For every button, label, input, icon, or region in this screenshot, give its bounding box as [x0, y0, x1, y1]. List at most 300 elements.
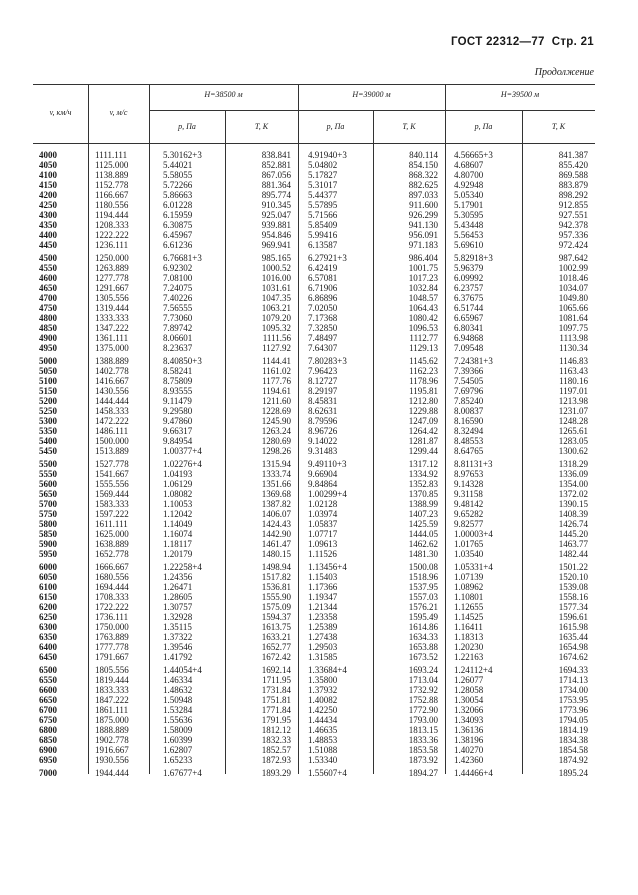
cell-temperature: 1558.16 [558, 592, 588, 602]
cell-temperature: 1280.69 [261, 436, 291, 446]
cell-speed-kmh: 5500 [39, 459, 57, 469]
cell-pressure: 8.81131+3 [454, 459, 493, 469]
cell-temperature: 1387.82 [261, 499, 291, 509]
cell-speed-ms: 1791.667 [95, 652, 129, 662]
cell-pressure: 8.64765 [454, 446, 484, 456]
cell-speed-kmh: 6950 [39, 755, 57, 765]
cell-speed-kmh: 5300 [39, 416, 57, 426]
cell-temperature: 957.336 [558, 230, 588, 240]
cell-pressure: 1.10801 [454, 592, 484, 602]
cell-temperature: 1228.69 [261, 406, 291, 416]
cell-temperature: 1065.66 [558, 303, 588, 313]
cell-speed-kmh: 4400 [39, 230, 57, 240]
cell-temperature: 1833.36 [408, 735, 438, 745]
cell-temperature: 841.387 [558, 150, 588, 160]
header-pressure-2: p, Па [326, 122, 345, 131]
cell-pressure: 6.76681+3 [163, 253, 202, 263]
cell-temperature: 1577.34 [558, 602, 588, 612]
cell-speed-ms: 1833.333 [95, 685, 129, 695]
cell-pressure: 1.40270 [454, 745, 484, 755]
cell-temperature: 985.165 [261, 253, 291, 263]
cell-pressure: 9.29580 [163, 406, 193, 416]
cell-speed-kmh: 5900 [39, 539, 57, 549]
cell-pressure: 9.66904 [308, 469, 338, 479]
cell-speed-ms: 1513.889 [95, 446, 129, 456]
pressure-column-1 [163, 150, 202, 778]
cell-speed-kmh: 4600 [39, 273, 57, 283]
cell-speed-ms: 1194.444 [95, 210, 129, 220]
cell-temperature: 1518.96 [408, 572, 438, 582]
pressure-column-3 [454, 150, 493, 778]
cell-pressure: 1.46635 [308, 725, 338, 735]
pressure-column-2 [308, 150, 347, 778]
speed-kmh-column [39, 150, 57, 778]
cell-temperature: 927.551 [558, 210, 588, 220]
column-divider [373, 110, 374, 774]
cell-pressure: 1.38196 [454, 735, 484, 745]
cell-pressure: 1.39546 [163, 642, 193, 652]
cell-speed-ms: 1138.889 [95, 170, 129, 180]
cell-temperature: 883.879 [558, 180, 588, 190]
cell-speed-kmh: 4550 [39, 263, 57, 273]
cell-temperature: 1752.88 [408, 695, 438, 705]
cell-temperature: 1894.27 [408, 768, 438, 778]
cell-temperature: 1852.57 [261, 745, 291, 755]
cell-temperature: 1674.62 [558, 652, 588, 662]
cell-pressure: 5.31017 [308, 180, 338, 190]
speed-ms-column [95, 150, 129, 778]
cell-temperature: 1016.00 [261, 273, 291, 283]
cell-pressure: 1.36136 [454, 725, 484, 735]
cell-temperature: 1893.29 [261, 768, 291, 778]
cell-pressure: 1.62807 [163, 745, 193, 755]
cell-speed-ms: 1236.111 [95, 240, 129, 250]
cell-temperature: 1064.43 [408, 303, 438, 313]
cell-temperature: 1265.61 [558, 426, 588, 436]
cell-pressure: 1.13456+4 [308, 562, 347, 572]
cell-pressure: 1.55636 [163, 715, 193, 725]
cell-pressure: 1.08962 [454, 582, 484, 592]
cell-temperature: 1425.59 [408, 519, 438, 529]
cell-pressure: 1.22163 [454, 652, 484, 662]
cell-temperature: 1081.64 [558, 313, 588, 323]
cell-temperature: 1793.00 [408, 715, 438, 725]
cell-pressure: 6.30875 [163, 220, 193, 230]
cell-pressure: 9.66317 [163, 426, 193, 436]
cell-temperature: 1482.44 [558, 549, 588, 559]
cell-speed-ms: 1388.889 [95, 356, 129, 366]
cell-temperature: 1652.77 [261, 642, 291, 652]
cell-speed-kmh: 5750 [39, 509, 57, 519]
cell-speed-kmh: 6800 [39, 725, 57, 735]
cell-temperature: 1127.92 [262, 343, 291, 353]
cell-pressure: 8.40850+3 [163, 356, 202, 366]
cell-temperature: 1771.84 [261, 705, 291, 715]
column-divider [522, 110, 523, 774]
cell-pressure: 7.64307 [308, 343, 338, 353]
cell-temperature: 1673.52 [408, 652, 438, 662]
cell-temperature: 1653.88 [408, 642, 438, 652]
cell-speed-ms: 1819.444 [95, 675, 129, 685]
cell-pressure: 6.15959 [163, 210, 193, 220]
cell-pressure: 8.48553 [454, 436, 484, 446]
cell-temperature: 1853.58 [408, 745, 438, 755]
cell-speed-kmh: 4850 [39, 323, 57, 333]
cell-temperature: 1408.39 [558, 509, 588, 519]
cell-speed-ms: 1555.556 [95, 479, 129, 489]
cell-temperature: 1195.81 [409, 386, 438, 396]
cell-pressure: 5.44021 [163, 160, 193, 170]
cell-pressure: 1.42250 [308, 705, 338, 715]
cell-pressure: 5.99416 [308, 230, 338, 240]
cell-temperature: 1111.56 [262, 333, 291, 343]
cell-temperature: 1047.35 [261, 293, 291, 303]
cell-temperature: 1872.93 [261, 755, 291, 765]
cell-temperature: 1018.46 [558, 273, 588, 283]
cell-pressure: 5.56453 [454, 230, 484, 240]
cell-pressure: 7.08100 [163, 273, 193, 283]
cell-temperature: 1080.42 [408, 313, 438, 323]
cell-speed-ms: 1180.556 [95, 200, 129, 210]
cell-speed-ms: 1277.778 [95, 273, 129, 283]
cell-temperature: 1633.21 [261, 632, 291, 642]
cell-speed-kmh: 6050 [39, 572, 57, 582]
cell-temperature: 1113.98 [559, 333, 588, 343]
cell-temperature: 868.322 [408, 170, 438, 180]
cell-pressure: 6.13587 [308, 240, 338, 250]
cell-pressure: 1.05331+4 [454, 562, 493, 572]
cell-temperature: 942.378 [558, 220, 588, 230]
cell-pressure: 7.39366 [454, 366, 484, 376]
cell-temperature: 869.588 [558, 170, 588, 180]
cell-pressure: 1.58009 [163, 725, 193, 735]
cell-temperature: 912.855 [558, 200, 588, 210]
cell-pressure: 1.00377+4 [163, 446, 202, 456]
cell-pressure: 1.12655 [454, 602, 484, 612]
cell-temperature: 1079.20 [261, 313, 291, 323]
cell-temperature: 1791.95 [261, 715, 291, 725]
cell-temperature: 1032.84 [408, 283, 438, 293]
cell-pressure: 8.75809 [163, 376, 193, 386]
cell-speed-kmh: 6350 [39, 632, 57, 642]
cell-speed-kmh: 4700 [39, 293, 57, 303]
cell-speed-ms: 1458.333 [95, 406, 129, 416]
cell-pressure: 5.71566 [308, 210, 338, 220]
cell-temperature: 1672.42 [261, 652, 291, 662]
cell-speed-ms: 1680.556 [95, 572, 129, 582]
cell-pressure: 1.00299+4 [308, 489, 347, 499]
cell-pressure: 7.69796 [454, 386, 484, 396]
cell-temperature: 1874.92 [558, 755, 588, 765]
header-temperature-2: T, К [402, 122, 416, 131]
cell-temperature: 1426.74 [558, 519, 588, 529]
cell-pressure: 1.16074 [163, 529, 193, 539]
cell-speed-kmh: 6700 [39, 705, 57, 715]
column-divider [298, 84, 299, 774]
cell-speed-kmh: 5800 [39, 519, 57, 529]
cell-pressure: 6.61236 [163, 240, 193, 250]
cell-pressure: 8.45831 [308, 396, 338, 406]
cell-temperature: 1229.88 [408, 406, 438, 416]
temperature-column-2 [376, 150, 438, 778]
cell-temperature: 1614.86 [408, 622, 438, 632]
cell-pressure: 5.17901 [454, 200, 484, 210]
continuation-label: Продолжение [534, 67, 594, 78]
cell-pressure: 1.09613 [308, 539, 338, 549]
cell-temperature: 1812.12 [261, 725, 291, 735]
cell-speed-ms: 1333.333 [95, 313, 129, 323]
cell-temperature: 1772.90 [408, 705, 438, 715]
cell-temperature: 840.114 [409, 150, 438, 160]
cell-speed-ms: 1263.889 [95, 263, 129, 273]
cell-temperature: 1017.23 [408, 273, 438, 283]
cell-speed-ms: 1291.667 [95, 283, 129, 293]
cell-speed-kmh: 5600 [39, 479, 57, 489]
cell-pressure: 9.84954 [163, 436, 193, 446]
cell-speed-ms: 1611.111 [95, 519, 128, 529]
cell-temperature: 1596.61 [558, 612, 588, 622]
header-altitude-1: H=38500 м [204, 90, 243, 99]
cell-pressure: 1.07717 [308, 529, 338, 539]
cell-speed-kmh: 5050 [39, 366, 57, 376]
cell-speed-ms: 1250.000 [95, 253, 129, 263]
cell-temperature: 1354.00 [558, 479, 588, 489]
cell-temperature: 1130.34 [559, 343, 588, 353]
cell-pressure: 1.51088 [308, 745, 338, 755]
cell-pressure: 8.32494 [454, 426, 484, 436]
cell-speed-kmh: 6600 [39, 685, 57, 695]
cell-pressure: 1.35115 [163, 622, 192, 632]
cell-speed-ms: 1722.222 [95, 602, 129, 612]
cell-temperature: 987.642 [558, 253, 588, 263]
cell-pressure: 1.18313 [454, 632, 484, 642]
cell-speed-kmh: 4150 [39, 180, 57, 190]
cell-pressure: 1.12042 [163, 509, 193, 519]
cell-pressure: 1.67677+4 [163, 768, 202, 778]
cell-pressure: 1.44434 [308, 715, 338, 725]
cell-temperature: 1097.75 [558, 323, 588, 333]
cell-speed-kmh: 6100 [39, 582, 57, 592]
cell-pressure: 1.26471 [163, 582, 193, 592]
cell-pressure: 1.65233 [163, 755, 193, 765]
cell-pressure: 1.05837 [308, 519, 338, 529]
cell-temperature: 1178.96 [409, 376, 438, 386]
cell-temperature: 1194.61 [262, 386, 291, 396]
cell-speed-kmh: 5100 [39, 376, 57, 386]
column-divider [225, 110, 226, 774]
cell-pressure: 1.28605 [163, 592, 193, 602]
header-bottom-border [33, 143, 595, 144]
cell-speed-ms: 1625.000 [95, 529, 129, 539]
cell-pressure: 1.15403 [308, 572, 338, 582]
cell-temperature: 1264.42 [408, 426, 438, 436]
cell-temperature: 1832.33 [261, 735, 291, 745]
cell-speed-kmh: 5450 [39, 446, 57, 456]
cell-pressure: 5.30595 [454, 210, 484, 220]
header-v-ms: v, м/с [109, 108, 128, 117]
cell-pressure: 1.20179 [163, 549, 193, 559]
cell-pressure: 5.69610 [454, 240, 484, 250]
cell-pressure: 1.17366 [308, 582, 338, 592]
cell-temperature: 1095.32 [261, 323, 291, 333]
cell-pressure: 4.68607 [454, 160, 484, 170]
cell-pressure: 6.01228 [163, 200, 193, 210]
cell-pressure: 9.47860 [163, 416, 193, 426]
cell-temperature: 1734.00 [558, 685, 588, 695]
cell-pressure: 8.29197 [308, 386, 338, 396]
cell-temperature: 910.345 [261, 200, 291, 210]
cell-pressure: 1.32928 [163, 612, 193, 622]
cell-pressure: 1.42360 [454, 755, 484, 765]
standard-number: ГОСТ 22312—77 [451, 36, 545, 48]
header-altitude-2: H=39000 м [352, 90, 391, 99]
cell-pressure: 5.58055 [163, 170, 193, 180]
cell-pressure: 1.35800 [308, 675, 338, 685]
cell-temperature: 1369.68 [261, 489, 291, 499]
cell-pressure: 1.32066 [454, 705, 484, 715]
cell-pressure: 1.18117 [163, 539, 192, 549]
cell-pressure: 6.92302 [163, 263, 193, 273]
cell-pressure: 5.82918+3 [454, 253, 493, 263]
header-pressure-1: p, Па [178, 122, 196, 131]
temperature-column-1 [229, 150, 291, 778]
cell-pressure: 7.85240 [454, 396, 484, 406]
cell-pressure: 6.23757 [454, 283, 484, 293]
cell-pressure: 4.80700 [454, 170, 484, 180]
cell-speed-kmh: 6300 [39, 622, 57, 632]
cell-pressure: 9.49110+3 [308, 459, 347, 469]
cell-temperature: 897.033 [408, 190, 438, 200]
cell-speed-kmh: 4950 [39, 343, 57, 353]
cell-speed-ms: 1430.556 [95, 386, 129, 396]
cell-speed-ms: 1472.222 [95, 416, 129, 426]
cell-temperature: 1390.15 [558, 499, 588, 509]
cell-temperature: 1333.74 [261, 469, 291, 479]
cell-pressure: 5.05340 [454, 190, 484, 200]
cell-temperature: 1211.60 [262, 396, 291, 406]
cell-speed-ms: 1486.111 [95, 426, 129, 436]
cell-temperature: 1576.21 [408, 602, 438, 612]
cell-speed-ms: 1763.889 [95, 632, 129, 642]
cell-temperature: 1635.44 [558, 632, 588, 642]
cell-temperature: 1615.98 [558, 622, 588, 632]
cell-pressure: 5.44377 [308, 190, 338, 200]
cell-temperature: 1231.07 [558, 406, 588, 416]
cell-speed-ms: 1777.778 [95, 642, 129, 652]
cell-pressure: 6.57081 [308, 273, 338, 283]
table-top-border [33, 84, 595, 85]
cell-speed-ms: 1361.111 [95, 333, 129, 343]
cell-pressure: 7.02050 [308, 303, 338, 313]
cell-speed-ms: 1527.778 [95, 459, 129, 469]
cell-temperature: 1595.49 [408, 612, 438, 622]
cell-temperature: 911.600 [409, 200, 438, 210]
cell-speed-ms: 1541.667 [95, 469, 129, 479]
cell-speed-ms: 1166.667 [95, 190, 129, 200]
cell-pressure: 1.50948 [163, 695, 193, 705]
cell-speed-kmh: 4500 [39, 253, 57, 263]
cell-pressure: 1.53284 [163, 705, 193, 715]
cell-speed-kmh: 5250 [39, 406, 57, 416]
cell-temperature: 1753.95 [558, 695, 588, 705]
cell-speed-ms: 1888.889 [95, 725, 129, 735]
cell-pressure: 8.93555 [163, 386, 193, 396]
cell-pressure: 6.71906 [308, 283, 338, 293]
cell-speed-ms: 1694.444 [95, 582, 129, 592]
cell-pressure: 6.65967 [454, 313, 484, 323]
cell-speed-kmh: 6850 [39, 735, 57, 745]
cell-temperature: 1146.83 [559, 356, 588, 366]
cell-temperature: 939.881 [261, 220, 291, 230]
cell-pressure: 1.28058 [454, 685, 484, 695]
cell-speed-kmh: 4200 [39, 190, 57, 200]
cell-temperature: 838.841 [261, 150, 291, 160]
cell-speed-kmh: 4350 [39, 220, 57, 230]
cell-temperature: 1351.66 [261, 479, 291, 489]
cell-temperature: 1498.94 [261, 562, 291, 572]
cell-temperature: 881.364 [261, 180, 291, 190]
cell-pressure: 1.10053 [163, 499, 193, 509]
cell-temperature: 1537.95 [408, 582, 438, 592]
cell-pressure: 8.58241 [163, 366, 193, 376]
cell-temperature: 1034.07 [558, 283, 588, 293]
cell-temperature: 1713.04 [408, 675, 438, 685]
cell-temperature: 1247.09 [408, 416, 438, 426]
cell-pressure: 6.27921+3 [308, 253, 347, 263]
cell-temperature: 1594.37 [261, 612, 291, 622]
cell-temperature: 1693.24 [408, 665, 438, 675]
cell-pressure: 1.41792 [163, 652, 193, 662]
cell-temperature: 1500.08 [408, 562, 438, 572]
cell-pressure: 1.48632 [163, 685, 193, 695]
cell-temperature: 1145.62 [409, 356, 438, 366]
cell-speed-kmh: 6500 [39, 665, 57, 675]
cell-pressure: 1.02276+4 [163, 459, 202, 469]
cell-pressure: 5.96379 [454, 263, 484, 273]
cell-pressure: 5.85409 [308, 220, 338, 230]
cell-temperature: 1714.13 [558, 675, 588, 685]
cell-pressure: 5.57895 [308, 200, 338, 210]
cell-pressure: 7.73060 [163, 313, 193, 323]
cell-speed-ms: 1583.333 [95, 499, 129, 509]
cell-pressure: 9.11479 [163, 396, 192, 406]
cell-temperature: 1334.92 [408, 469, 438, 479]
header-altitude-3: H=39500 м [500, 90, 540, 99]
cell-pressure: 1.30054 [454, 695, 484, 705]
cell-speed-ms: 1319.444 [95, 303, 129, 313]
cell-pressure: 9.31483 [308, 446, 338, 456]
cell-speed-kmh: 6900 [39, 745, 57, 755]
cell-pressure: 1.46334 [163, 675, 193, 685]
cell-speed-ms: 1402.778 [95, 366, 129, 376]
cell-pressure: 7.24381+3 [454, 356, 493, 366]
cell-pressure: 1.31585 [308, 652, 338, 662]
cell-speed-kmh: 5200 [39, 396, 57, 406]
cell-temperature: 1814.19 [558, 725, 588, 735]
cell-pressure: 1.40082 [308, 695, 338, 705]
cell-speed-ms: 1597.222 [95, 509, 129, 519]
cell-pressure: 1.00003+4 [454, 529, 493, 539]
cell-pressure: 1.02128 [308, 499, 338, 509]
cell-pressure: 8.00837 [454, 406, 484, 416]
cell-pressure: 1.44054+4 [163, 665, 202, 675]
cell-pressure: 1.01765 [454, 539, 484, 549]
cell-pressure: 6.42419 [308, 263, 338, 273]
cell-pressure: 1.20230 [454, 642, 484, 652]
cell-pressure: 1.34093 [454, 715, 484, 725]
cell-temperature: 925.047 [261, 210, 291, 220]
cell-temperature: 1245.90 [261, 416, 291, 426]
